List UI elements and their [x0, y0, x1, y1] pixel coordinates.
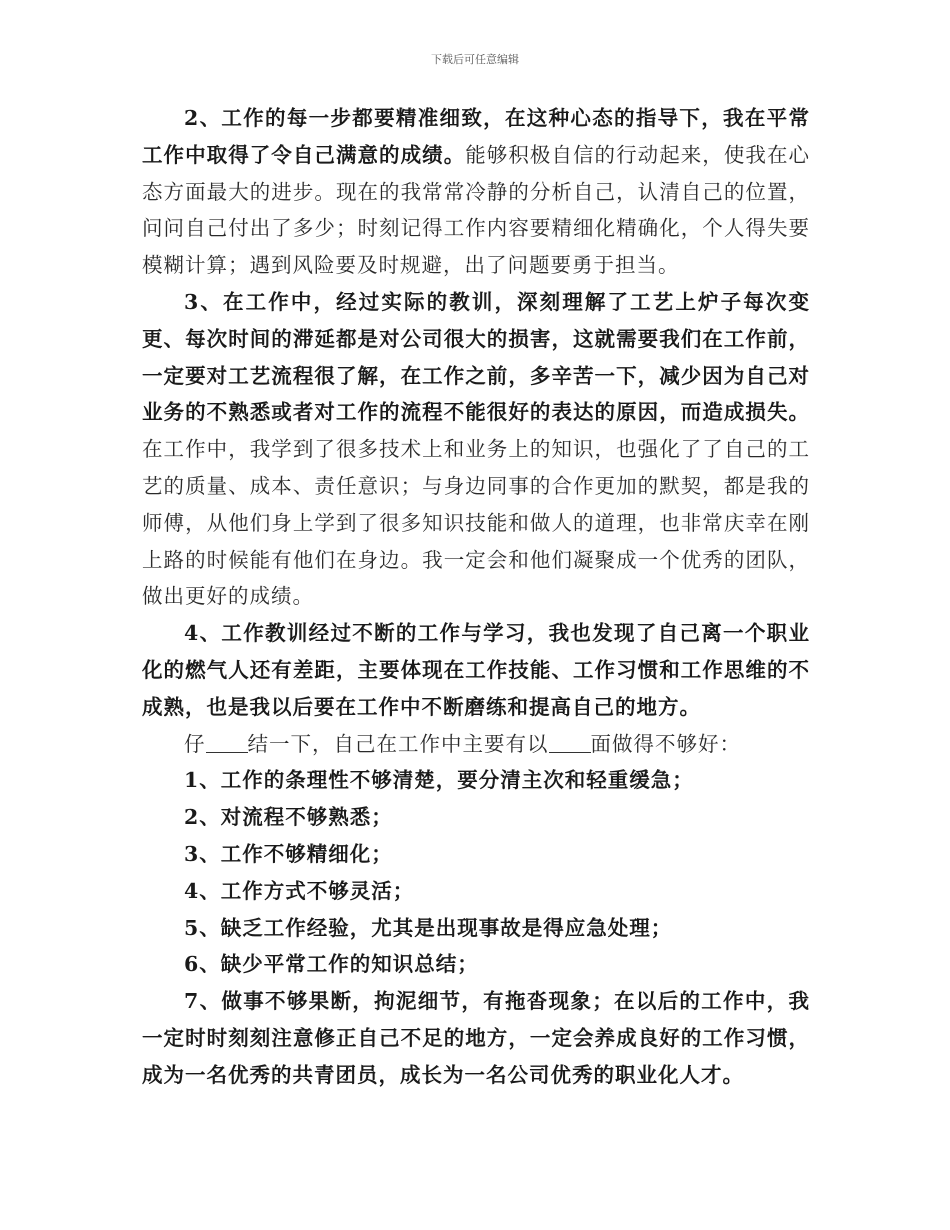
paragraph-3-bold: 3、在工作中，经过实际的教训，深刻理解了工艺上炉子每次变更、每次时间的滞延都是对公司很大的损害，这就需要我们在工作前，一定要对工艺流程很了解，在工作之前，多辛苦一下，减少因为自己对业务的不熟悉或者对工作的流程不能很好的表达的原因，而造成损失。: [142, 289, 810, 425]
paragraph-2-normal: 能够积极自信的行动起来，使我在心态方面最大的进步。现在的我常常冷静的分析自己，认清自己的位置，问问自己付出了多少；时刻记得工作内容要精细化精确化，个人得失要模糊计算；遇到风险要及时规避，出了问题要勇于担当。: [142, 142, 810, 278]
list-item: 3、工作不够精细化；: [184, 841, 393, 866]
paragraph-2: [142, 100, 810, 284]
list-item: 4、工作方式不够灵活；: [184, 878, 415, 903]
paragraph-3: [142, 284, 810, 615]
paragraph-4: 4、工作教训经过不断的工作与学习，我也发现了自己离一个职业化的燃气人还有差距，主要体现在工作技能、工作习惯和工作思维的不成熟，也是我以后要在工作中不断磨练和提高自己的地方。: [142, 621, 810, 719]
blank-underline-1: [206, 734, 248, 753]
page-header: 下载后可任意编辑: [431, 53, 519, 66]
list-item: 1、工作的条理性不够清楚，要分清主次和轻重缓急；: [184, 768, 694, 793]
summary-line: [142, 726, 810, 763]
paragraph-3-normal: 在工作中，我学到了很多技术上和业务上的知识，也强化了了自己的工艺的质量、成本、责任意识；与身边同事的合作更加的默契，都是我的师傅，从他们身上学到了很多知识技能和做人的道理，也非常庆幸在刚上路的时候能有他们在身边。我一定会和他们凝聚成一个优秀的团队，做出更好的成绩。: [142, 437, 810, 609]
blank-underline-2: [549, 734, 591, 753]
document-body: [142, 100, 810, 1094]
summary-part-3: 面做得不够好：: [590, 731, 741, 756]
final-item: 7、做事不够果断，拘泥细节，有拖沓现象；在以后的工作中，我一定时时刻刻注意修正自己不足的地方，一定会养成良好的工作习惯，成为一名优秀的共青团员，成长为一名公司优秀的职业化人才。: [142, 989, 810, 1087]
summary-part-2: 结一下，自己在工作中主要有以: [247, 731, 549, 756]
list-item: 6、缺少平常工作的知识总结；: [184, 952, 479, 977]
list-item: 5、缺乏工作经验，尤其是出现事故是得应急处理；: [184, 915, 673, 940]
paragraph-2-bold: 2、工作的每一步都要精准细致，在这种心态的指导下，我在平常工作中取得了令自己满意的成绩。: [142, 106, 810, 167]
list-item: 2、对流程不够熟悉；: [184, 805, 393, 830]
summary-part-1: 仔: [184, 731, 206, 756]
